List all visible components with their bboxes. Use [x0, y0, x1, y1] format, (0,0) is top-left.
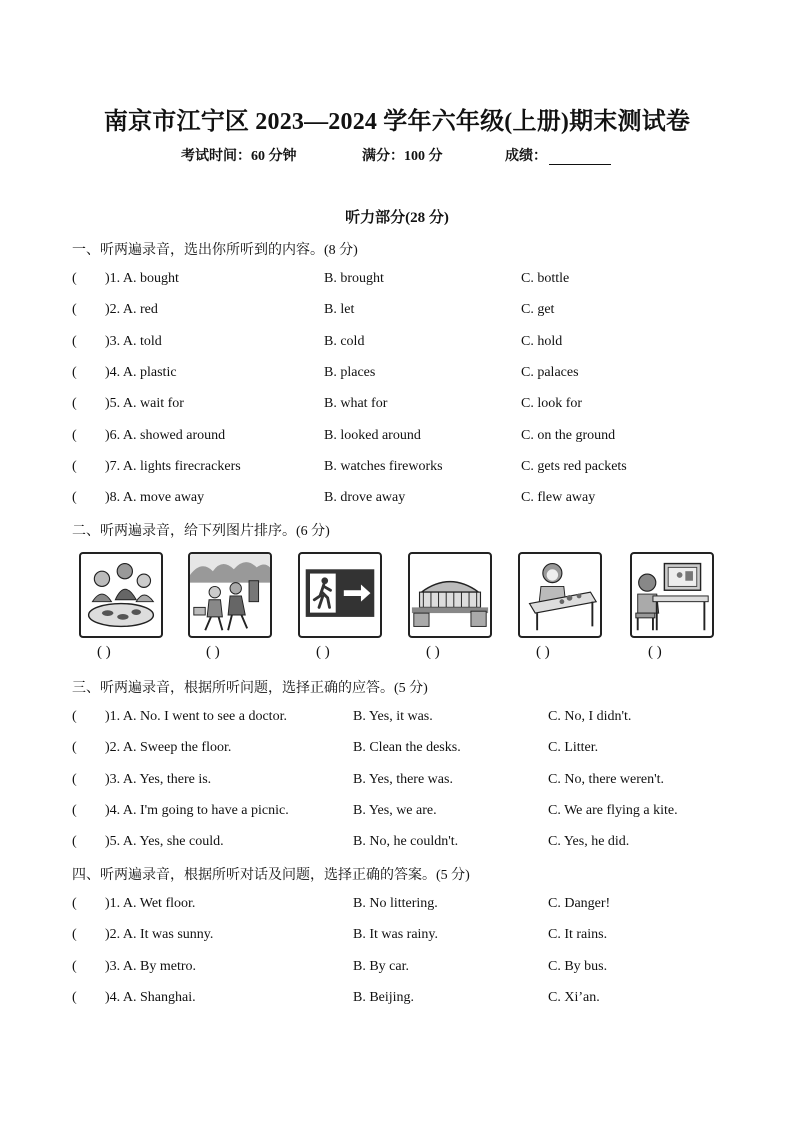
- answer-blank[interactable]: (: [72, 458, 77, 474]
- answer-blank[interactable]: (: [72, 490, 77, 506]
- option-c: C. on the ground: [521, 427, 616, 443]
- stadium-building-icon: [408, 552, 492, 638]
- picture-order-blank[interactable]: ( ): [97, 644, 111, 660]
- option-a: )3. A. told: [105, 333, 162, 349]
- park-children-icon: [188, 552, 272, 638]
- option-b: B. Yes, we are.: [353, 802, 437, 818]
- option-c: C. look for: [521, 396, 583, 412]
- picture-row: [0, 552, 794, 664]
- option-b: B. what for: [324, 396, 388, 412]
- listening-part-title: 听力部分(28 分): [345, 210, 449, 226]
- option-a: )1. A. bought: [105, 271, 179, 286]
- option-c: C. flew away: [521, 490, 596, 506]
- option-a: )7. A. lights firecrackers: [105, 458, 241, 474]
- option-a: )6. A. showed around: [105, 427, 226, 443]
- exam-time: 考试时间：60 分钟: [181, 149, 297, 164]
- option-a: )4. A. plastic: [105, 364, 177, 380]
- option-c: C. palaces: [521, 364, 579, 380]
- answer-blank[interactable]: (: [72, 364, 77, 380]
- question-row: [0, 302, 794, 322]
- full-score: 满分：100 分: [362, 149, 443, 164]
- option-b: B. let: [324, 302, 355, 318]
- answer-blank[interactable]: (: [72, 771, 77, 787]
- option-c: C. get: [521, 302, 555, 318]
- question-row: [0, 459, 794, 479]
- option-a: )8. A. move away: [105, 490, 205, 506]
- answer-blank[interactable]: (: [72, 396, 77, 412]
- option-b: B. No littering.: [353, 896, 438, 911]
- option-b: B. drove away: [324, 490, 406, 506]
- answer-blank[interactable]: (: [72, 896, 77, 911]
- question-row: [0, 334, 794, 354]
- score-blank[interactable]: [549, 150, 611, 165]
- question-row: [0, 959, 794, 979]
- option-c: C. It rains.: [548, 927, 608, 943]
- answer-blank[interactable]: (: [72, 740, 77, 756]
- option-c: C. We are flying a kite.: [548, 802, 678, 818]
- option-b: B. No, he couldn't.: [353, 834, 459, 850]
- question-row: [0, 772, 794, 792]
- answer-blank[interactable]: (: [72, 271, 77, 286]
- option-a: )3. A. Yes, there is.: [105, 771, 212, 787]
- option-c: C. By bus.: [548, 958, 608, 974]
- option-a: )1. A. No. I went to see a doctor.: [105, 709, 287, 724]
- option-c: C. bottle: [521, 271, 570, 286]
- option-c: C. gets red packets: [521, 458, 627, 474]
- option-c: C. Xi’an.: [548, 989, 600, 1005]
- option-c: C. No, there weren't.: [548, 771, 665, 787]
- option-c: C. Litter.: [548, 740, 599, 756]
- question-row: [0, 990, 794, 1010]
- answer-blank[interactable]: (: [72, 989, 77, 1005]
- picture-order-blank[interactable]: ( ): [648, 644, 662, 660]
- option-b: B. By car.: [353, 958, 409, 974]
- option-b: B. It was rainy.: [353, 927, 439, 943]
- option-c: C. hold: [521, 333, 563, 349]
- option-b: B. brought: [324, 271, 384, 286]
- answer-blank[interactable]: (: [72, 834, 77, 850]
- exit-sign-icon: [298, 552, 382, 638]
- question-row: [0, 428, 794, 448]
- option-a: )4. A. Shanghai.: [105, 989, 196, 1005]
- option-b: B. Yes, it was.: [353, 709, 433, 724]
- option-a: )2. A. red: [105, 302, 158, 318]
- option-b: B. watches fireworks: [324, 458, 443, 474]
- option-b: B. Clean the desks.: [353, 740, 461, 756]
- option-a: )5. A. wait for: [105, 396, 184, 412]
- section1-title: 一、听两遍录音，选出你所听到的内容。(8 分): [72, 243, 358, 258]
- picture-order-blank[interactable]: ( ): [206, 644, 220, 660]
- option-b: B. cold: [324, 333, 365, 349]
- option-a: )3. A. By metro.: [105, 958, 196, 974]
- option-b: B. Beijing.: [353, 989, 415, 1005]
- option-a: )1. A. Wet floor.: [105, 896, 196, 911]
- answer-blank[interactable]: (: [72, 427, 77, 443]
- option-a: )2. A. It was sunny.: [105, 927, 214, 943]
- question-row: [0, 271, 794, 291]
- score-label: 成绩：: [505, 149, 547, 164]
- question-row: [0, 803, 794, 823]
- question-row: [0, 896, 794, 916]
- option-b: B. places: [324, 364, 376, 380]
- option-b: B. Yes, there was.: [353, 771, 453, 787]
- option-c: C. Danger!: [548, 896, 611, 911]
- family-dinner-icon: [79, 552, 163, 638]
- option-a: )4. A. I'm going to have a picnic.: [105, 802, 289, 818]
- picture-order-blank[interactable]: ( ): [316, 644, 330, 660]
- answer-blank[interactable]: (: [72, 333, 77, 349]
- option-c: C. Yes, he did.: [548, 834, 630, 850]
- question-row: [0, 709, 794, 729]
- girl-computer-icon: [630, 552, 714, 638]
- score-field: [505, 145, 611, 165]
- page-title: 南京市江宁区 2023—2024 学年六年级(上册)期末测试卷: [103, 109, 691, 135]
- question-row: [0, 740, 794, 760]
- option-a: )2. A. Sweep the floor.: [105, 740, 232, 756]
- section3-title: 三、听两遍录音，根据所听问题，选择正确的应答。(5 分): [72, 681, 428, 696]
- option-a: )5. A. Yes, she could.: [105, 834, 224, 850]
- picture-order-blank[interactable]: ( ): [426, 644, 440, 660]
- section4-title: 四、听两遍录音，根据所听对话及问题，选择正确的答案。(5 分): [72, 868, 470, 883]
- girl-desk-litter-icon: [518, 552, 602, 638]
- question-row: [0, 834, 794, 854]
- question-row: [0, 396, 794, 416]
- option-c: C. No, I didn't.: [548, 709, 632, 724]
- question-row: [0, 365, 794, 385]
- answer-blank[interactable]: (: [72, 709, 77, 724]
- question-row: [0, 927, 794, 947]
- picture-order-blank[interactable]: ( ): [536, 644, 550, 660]
- question-row: [0, 490, 794, 510]
- answer-blank[interactable]: (: [72, 302, 77, 318]
- section2-title: 二、听两遍录音，给下列图片排序。(6 分): [72, 524, 330, 539]
- option-b: B. looked around: [324, 427, 421, 443]
- answer-blank[interactable]: (: [72, 927, 77, 943]
- answer-blank[interactable]: (: [72, 958, 77, 974]
- answer-blank[interactable]: (: [72, 802, 77, 818]
